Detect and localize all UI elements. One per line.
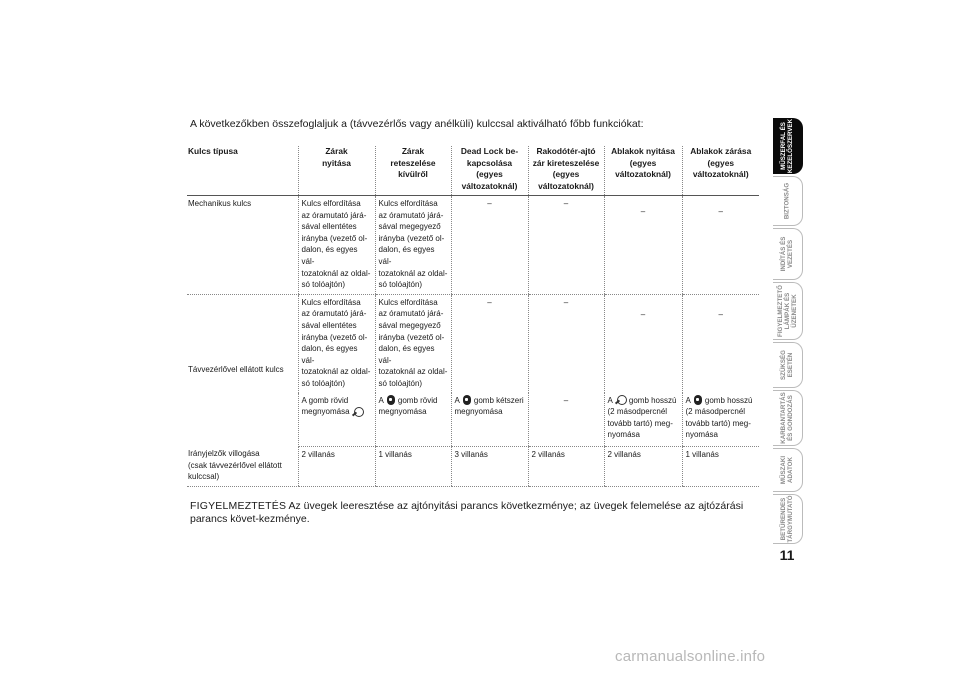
header-key-type: Kulcs típusa: [187, 146, 298, 196]
header-lock: Zárak reteszelése kívülről: [375, 146, 451, 196]
row-label-mechanical: Mechanikus kulcs: [187, 196, 298, 295]
table-row: [187, 446, 759, 486]
lock-remote-a: A: [378, 395, 384, 405]
tab-label: SZÜKSÉG ESETÉN: [779, 350, 794, 380]
cell-window-close-remote: [682, 393, 759, 447]
tab-dashboard[interactable]: [773, 118, 803, 174]
tab-label: KARBANTARTÁS ÉS GONDOZÁS: [779, 392, 794, 444]
table-row: [187, 294, 759, 392]
tab-label: FIGYELMEZTETŐ LÁMPÁK ÉS ÜZENETEK: [776, 285, 797, 337]
row-label-remote-text: Távvezérlővel ellátott kulcs: [188, 365, 284, 375]
unlock-remote-line2: megnyomása: [301, 407, 350, 417]
cell-deadlock-remote: [451, 393, 528, 447]
tab-label: MŰSZERFAL ÉS KEZELŐSZERVEK: [779, 118, 794, 174]
tab-label: BIZTONSÁG: [783, 182, 791, 220]
tab-index[interactable]: [773, 494, 803, 544]
warning-note: [190, 500, 760, 526]
cell-window-close: –: [682, 294, 759, 392]
deadlock-remote-line2: megnyomása: [454, 407, 503, 417]
warning-text: Az üvegek leeresztése az ajtónyitási parancs következménye; az üvegek felemelése az ajtózárási parancs követ-kezménye.: [190, 500, 744, 525]
cell-unlock-remote: [298, 393, 375, 447]
header-deadlock: Dead Lock be- kapcsolása (egyes változatoknál): [451, 146, 528, 196]
cell-deadlock-flash: 3 villanás: [451, 446, 528, 486]
cell-unlock-flash: 2 villanás: [298, 446, 375, 486]
cell-cargo-remote: –: [528, 393, 604, 447]
lock-remote-line1: gomb rövid: [397, 395, 438, 405]
cell-lock: Kulcs elfordítása az óramutató járá- sával megegyező irányba (vezető ol- dalon, és egyes vál- tozatoknál az oldal- só tolóajtón): [375, 196, 451, 295]
cell-cargo: –: [528, 294, 604, 392]
cell-lock-flash: 1 villanás: [375, 446, 451, 486]
cell-window-open-flash: 2 villanás: [604, 446, 682, 486]
header-window-close: Ablakok zárása (egyes változatoknál): [682, 146, 759, 196]
tab-technical-data[interactable]: [773, 448, 803, 492]
lock-button-icon: [463, 395, 471, 405]
warning-title: FIGYELMEZTETÉS: [190, 500, 287, 512]
key-icon: [354, 407, 364, 417]
cell-lock: Kulcs elfordítása az óramutató járá- sával megegyező irányba (vezető ol- dalon, és egyes vál- tozatoknál az oldal- só tolóajtón): [375, 294, 451, 392]
header-unlock: Zárak nyitása: [298, 146, 375, 196]
row-label-remote: [187, 294, 298, 446]
window-open-remote-text: gomb hosszú (2 másodpercnél tovább tartó) meg- nyomása: [607, 395, 677, 440]
cell-window-open: –: [604, 196, 682, 295]
deadlock-remote-line1: gomb kétszeri: [473, 395, 524, 405]
window-close-remote-a: A: [685, 395, 691, 405]
window-open-remote-a: A: [607, 395, 613, 405]
lock-button-icon: [694, 395, 702, 405]
cell-window-close: –: [682, 196, 759, 295]
cell-cargo: –: [528, 196, 604, 295]
cell-unlock: Kulcs elfordítása az óramutató járá- sával ellentétes irányba (vezető ol- dalon, és egyes vál- tozatoknál az oldal- só tolóajtón): [298, 196, 375, 295]
cell-deadlock: –: [451, 196, 528, 295]
intro-text: A következőkben összefoglaljuk a (távvezérlős vagy anélküli) kulccsal aktiválható főbb funkciókat:: [190, 118, 644, 130]
header-window-open: Ablakok nyitása (egyes változatoknál): [604, 146, 682, 196]
tab-safety[interactable]: [773, 176, 803, 226]
tab-label: BETŰRENDES TÁRGYMUTATÓ: [779, 495, 794, 543]
cell-cargo-flash: 2 villanás: [528, 446, 604, 486]
table-header-row: [187, 146, 759, 196]
tab-label: INDÍTÁS ÉS VEZETÉS: [779, 236, 794, 272]
lock-remote-line2: megnyomása: [378, 407, 427, 417]
key-functions-table: [187, 146, 759, 487]
tab-emergency[interactable]: [773, 342, 803, 388]
key-icon: [617, 395, 627, 405]
row-label-indicators: Irányjelzők villogása (csak távvezérlővel ellátott kulccsal): [187, 446, 298, 486]
tab-label: MŰSZAKI ADATOK: [779, 455, 794, 485]
cell-unlock: Kulcs elfordítása az óramutató járá- sával ellentétes irányba (vezető ol- dalon, és egyes vál- tozatoknál az oldal- só tolóajtón): [298, 294, 375, 392]
cell-window-open: –: [604, 294, 682, 392]
cell-window-open-remote: [604, 393, 682, 447]
window-close-remote-text: gomb hosszú (2 másodpercnél tovább tartó) meg- nyomása: [685, 395, 753, 440]
deadlock-remote-a: A: [454, 395, 460, 405]
cell-lock-remote: [375, 393, 451, 447]
watermark: carmanualsonline.info: [615, 648, 766, 665]
tab-warning-lights[interactable]: [773, 282, 803, 340]
header-cargo-door: Rakodótér-ajtó zár kireteszelése (egyes változatoknál): [528, 146, 604, 196]
page-number: 11: [779, 547, 795, 563]
cell-window-close-flash: 1 villanás: [682, 446, 759, 486]
tab-maintenance[interactable]: [773, 390, 803, 446]
tab-starting[interactable]: [773, 228, 803, 280]
lock-button-icon: [387, 395, 395, 405]
unlock-remote-line1: A gomb rövid: [301, 395, 349, 405]
cell-deadlock: –: [451, 294, 528, 392]
table-row: [187, 196, 759, 295]
